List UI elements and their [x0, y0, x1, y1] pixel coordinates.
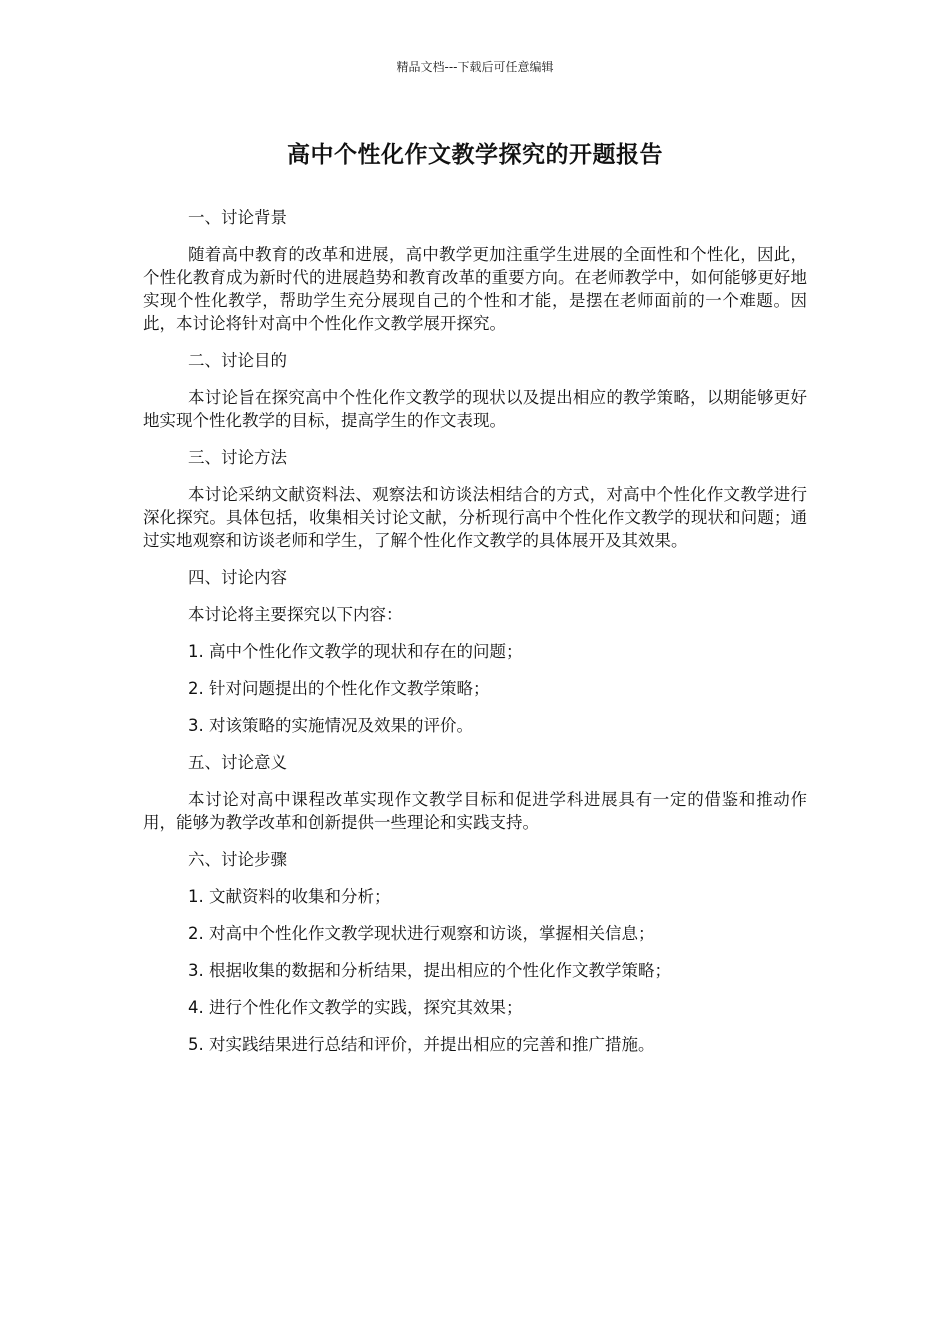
- document-title: 高中个性化作文教学探究的开题报告: [287, 142, 663, 168]
- section-paragraph-method: 本讨论采纳文献资料法、观察法和访谈法相结合的方式，对高中个性化作文教学进行深化探究。具体包括，收集相关讨论文献，分析现行高中个性化作文教学的现状和问题；通过实地观察和访谈老师和学生，了解个性化作文教学的具体展开及其效果。: [143, 485, 807, 550]
- list-item: 4. 进行个性化作文教学的实践，探究其效果；: [188, 998, 523, 1017]
- list-item: 3. 根据收集的数据和分析结果，提出相应的个性化作文教学策略；: [188, 961, 671, 980]
- section-heading-steps: 六、讨论步骤: [188, 850, 287, 869]
- section-heading-content: 四、讨论内容: [188, 568, 287, 587]
- section-heading-background: 一、讨论背景: [188, 208, 287, 227]
- section-intro-content: 本讨论将主要探究以下内容：: [188, 605, 403, 624]
- list-item: 2. 针对问题提出的个性化作文教学策略；: [188, 679, 490, 698]
- list-item: 3. 对该策略的实施情况及效果的评价。: [188, 716, 473, 735]
- list-item: 1. 文献资料的收集和分析；: [188, 887, 391, 906]
- section-paragraph-purpose: 本讨论旨在探究高中个性化作文教学的现状以及提出相应的教学策略，以期能够更好地实现个性化教学的目标，提高学生的作文表现。: [143, 388, 807, 430]
- section-heading-significance: 五、讨论意义: [188, 753, 287, 772]
- section-heading-purpose: 二、讨论目的: [188, 351, 287, 370]
- document-body: [143, 206, 807, 1070]
- page-header: 精品文档---下载后可任意编辑: [396, 60, 554, 74]
- list-item: 2. 对高中个性化作文教学现状进行观察和访谈，掌握相关信息；: [188, 924, 655, 943]
- section-heading-method: 三、讨论方法: [188, 448, 287, 467]
- section-paragraph-significance: 本讨论对高中课程改革实现作文教学目标和促进学科进展具有一定的借鉴和推动作用，能够为教学改革和创新提供一些理论和实践支持。: [143, 790, 807, 832]
- list-item: 5. 对实践结果进行总结和评价，并提出相应的完善和推广措施。: [188, 1035, 655, 1054]
- list-item: 1. 高中个性化作文教学的现状和存在的问题；: [188, 642, 523, 661]
- section-paragraph-background: 随着高中教育的改革和进展，高中教学更加注重学生进展的全面性和个性化，因此，个性化教育成为新时代的进展趋势和教育改革的重要方向。在老师教学中，如何能够更好地实现个性化教学，帮助学生充分展现自己的个性和才能，是摆在老师面前的一个难题。因此，本讨论将针对高中个性化作文教学展开探究。: [143, 245, 807, 333]
